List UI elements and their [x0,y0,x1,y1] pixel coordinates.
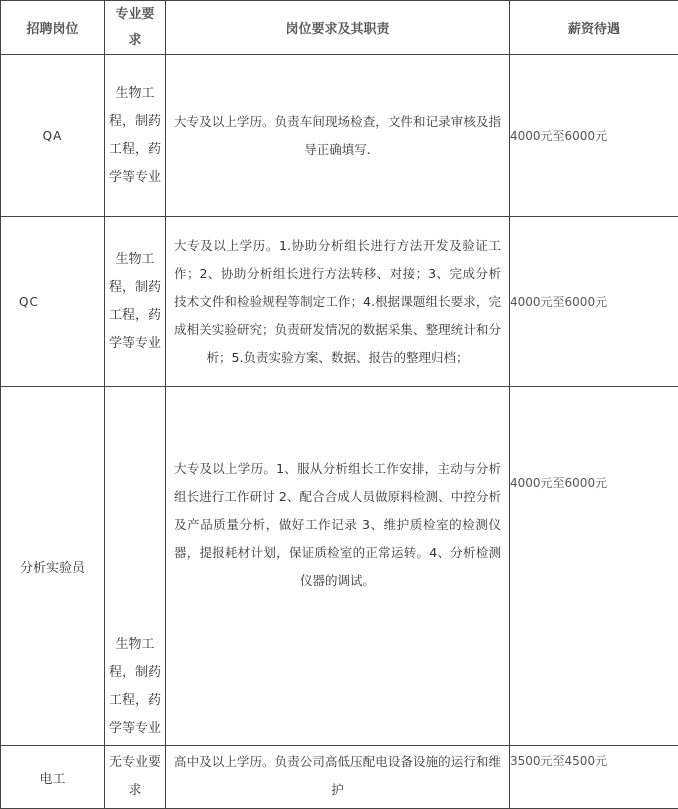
major-cell: 生物工程，制药工程，药学等专业 [105,55,166,217]
position-cell: 电工 [1,746,105,809]
salary-cell: 4000元至6000元 [510,387,678,746]
table-row [1,746,678,809]
duties-cell: 大专及以上学历。1.协助分析组长进行方法开发及验证工作；2、协助分析组长进行方法转移、对接；3、完成分析技术文件和检验规程等制定工作；4.根据课题组长要求，完成相关实验研究；负责研发情况的数据采集、整理统计和分析；5.负责实验方案、数据、报告的整理归档； [166,217,510,387]
header-duties: 岗位要求及其职责 [166,1,510,55]
salary-cell: 4000元至6000元 [510,217,678,387]
position-cell: QC [1,217,105,387]
salary-cell: 4000元至6000元 [510,55,678,217]
duties-cell: 大专及以上学历。负责车间现场检查，文件和记录审核及指导正确填写. [166,55,510,217]
duties-cell: 高中及以上学历。负责公司高低压配电设备设施的运行和维护 [166,746,510,809]
major-cell: 生物工程，制药工程，药学等专业 [105,217,166,387]
header-major: 专业要求 [105,1,166,55]
header-salary: 薪资待遇 [510,1,678,55]
salary-cell: 3500元至4500元 [510,746,678,809]
header-row [1,1,678,55]
table-row [1,387,678,746]
table-row [1,55,678,217]
position-cell: QA [1,55,105,217]
major-cell: 无专业要求 [105,746,166,809]
table-row [1,217,678,387]
header-position: 招聘岗位 [1,1,105,55]
position-cell: 分析实验员 [1,387,105,746]
major-cell: 生物工程，制药工程，药学等专业 [105,387,166,746]
duties-cell: 大专及以上学历。1、服从分析组长工作安排，主动与分析组长进行工作研讨 2、配合合成人员做原料检测、中控分析及产品质量分析，做好工作记录 3、维护质检室的检测仪器，提报耗材计划，保证质检室的正常运转。4、分析检测仪器的调试。 [166,387,510,746]
